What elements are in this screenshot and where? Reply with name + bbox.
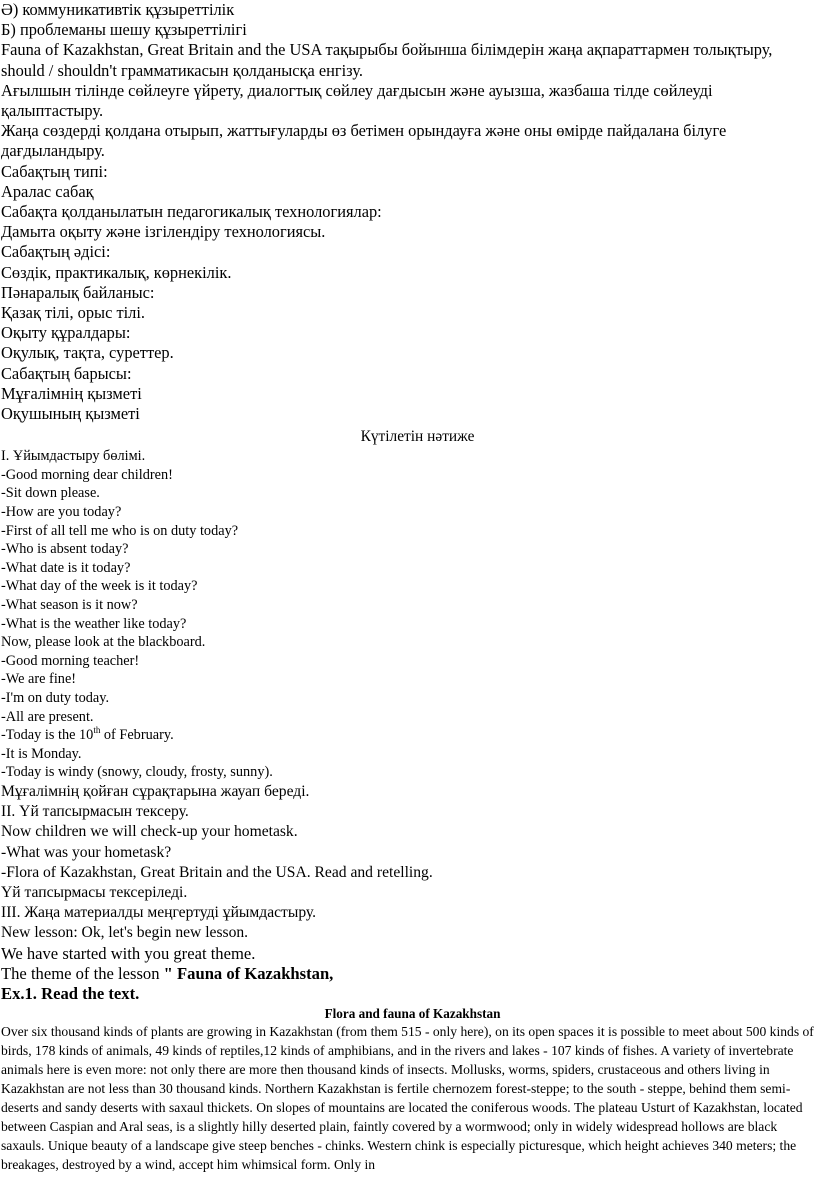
homework-stage-heading: II. Үй тапсырмасын тексеру.: [1, 803, 189, 821]
homework-stage-line: Үй тапсырмасы тексеріледі.: [1, 883, 188, 901]
lesson-procedure-label: Сабақтың барысы:: [1, 363, 132, 383]
org-stage-line: -Today is windy (snowy, cloudy, frosty, sunny).: [1, 764, 273, 781]
method-label: Сабақтың әдісі:: [1, 242, 111, 262]
org-stage-line: -What season is it now?: [1, 597, 138, 614]
objective-problem-solving: Б) проблеманы шешу құзыреттілігі: [1, 20, 247, 40]
exercise-heading: Ex.1. Read the text.: [1, 984, 140, 1004]
technologies-value: Дамыта оқыту және ізгілендіру технологиясы.: [1, 222, 326, 242]
objective-speaking: Ағылшын тілінде сөйлеуге үйрету, диалогтық сөйлеу дағдысын және ауызша, жазбаша тілде сөйлеуді қалыптастыру.: [1, 80, 713, 121]
objective-communicative: Ә) коммуникативтік құзыреттілік: [1, 0, 235, 19]
new-material-heading: III. Жаңа материалды меңгертуді ұйымдастыру.: [1, 904, 317, 922]
org-stage-line: Now, please look at the blackboard.: [1, 634, 206, 651]
org-stage-line: -Good morning teacher!: [1, 652, 140, 669]
homework-stage-line: -Flora of Kazakhstan, Great Britain and the USA. Read and retelling.: [1, 863, 433, 881]
objective-fauna-knowledge: Fauna of Kazakhstan, Great Britain and the USA тақырыбы бойынша білімдерін жаңа ақпараттармен толықтыру, should / shouldn't грамматикасын қолданысқа енгізу.: [1, 40, 773, 80]
homework-stage-line: Мұғалімнің қойған сұрақтарына жауап береді.: [1, 782, 310, 800]
org-stage-line: I. Ұйымдастыру бөлімі.: [1, 448, 146, 465]
expected-outcome-heading: Күтілетін нәтиже: [360, 428, 475, 446]
interdisciplinary-value: Қазақ тілі, орыс тілі.: [1, 303, 145, 323]
org-stage-line: -All are present.: [1, 708, 94, 725]
org-stage-line: -What day of the week is it today?: [1, 578, 198, 595]
lesson-type-value: Аралас сабақ: [1, 181, 94, 201]
lesson-theme-prefix: The theme of the lesson: [1, 963, 164, 983]
interdisciplinary-label: Пәнаралық байланыс:: [1, 282, 155, 302]
date-answer-end: of February.: [100, 727, 174, 744]
date-answer-line: [1, 726, 814, 745]
article-title: Flora and fauna of Kazakhstan: [324, 1005, 501, 1021]
org-stage-line: -First of all tell me who is on duty today?: [1, 522, 239, 539]
article-body: Over six thousand kinds of plants are growing in Kazakhstan (from them 515 - only here), on its open spaces it is possible to meet about 500 kinds of birds, 178 kinds of animals, 49 kinds of reptiles,12 kinds of amphibians, and in the rivers and lakes - 107 kinds of fishes. A variety of invertebrate animals here is even more: not only there are more then thousand kinds of insects. Mollusks, worms, spiders, crustaceous and others living in Kazakhstan are not less than 30 thousand kinds. Northern Kazakhstan is fertile chernozem forest-steppe; to the south - steppe, behind them semi-deserts and sandy deserts with saxaul thickets. On slopes of mountains are located the coniferous woods. The plateau Usturt of Kazakhstan, located between Caspian and Aral seas, is a slightly hilly deserted plain, faintly covered by a wormwood; only in widely widespread hollows are black saxauls. Unique beauty of a landscape give steep benches - chinks. Western chink is especially picturesque, which height achieves 340 meters; the breakages, destroyed by a wind, accept him whimsical form. Only in: [1, 1023, 814, 1173]
teaching-tools-value: Оқулық, тақта, суреттер.: [1, 343, 174, 363]
org-stage-line: -Who is absent today?: [1, 541, 129, 558]
new-material-line: We have started with you great theme.: [1, 943, 256, 963]
date-answer-start: -Today is the 10: [1, 727, 94, 744]
lesson-theme-line: [1, 964, 814, 984]
lesson-type-label: Сабақтың типі:: [1, 161, 108, 181]
new-material-line: New lesson: Ok, let's begin new lesson.: [1, 924, 249, 942]
lesson-theme-title: " Fauna of Kazakhstan,: [163, 963, 334, 983]
org-stage-line: -We are fine!: [1, 671, 77, 688]
org-stage-line: -Good morning dear children!: [1, 466, 173, 483]
org-stage-line: -What is the weather like today?: [1, 615, 187, 632]
org-stage-line: -What date is it today?: [1, 559, 131, 576]
student-activity-heading: Оқушының қызметі: [1, 404, 140, 424]
org-stage-line: -Sit down please.: [1, 485, 100, 502]
technologies-label: Сабақта қолданылатын педагогикалық технологиялар:: [1, 202, 382, 222]
method-value: Сөздік, практикалық, көрнекілік.: [1, 262, 232, 282]
homework-stage-line: -What was your hometask?: [1, 843, 172, 861]
date-ordinal-suffix: th: [93, 725, 101, 736]
org-stage-line: -How are you today?: [1, 504, 122, 521]
objective-new-words: Жаңа сөздерді қолдана отырып, жаттығуларды өз бетімен орындауға және оны өмірде пайдалана білуге дағдыландыру.: [1, 121, 727, 161]
teaching-tools-label: Оқыту құралдары:: [1, 323, 131, 343]
teacher-activity-heading: Мұғалімнің қызметі: [1, 383, 142, 403]
homework-stage-line: Now children we will check-up your hometask.: [1, 823, 298, 841]
org-stage-line: -It is Monday.: [1, 745, 82, 762]
org-stage-line: -I'm on duty today.: [1, 689, 110, 706]
